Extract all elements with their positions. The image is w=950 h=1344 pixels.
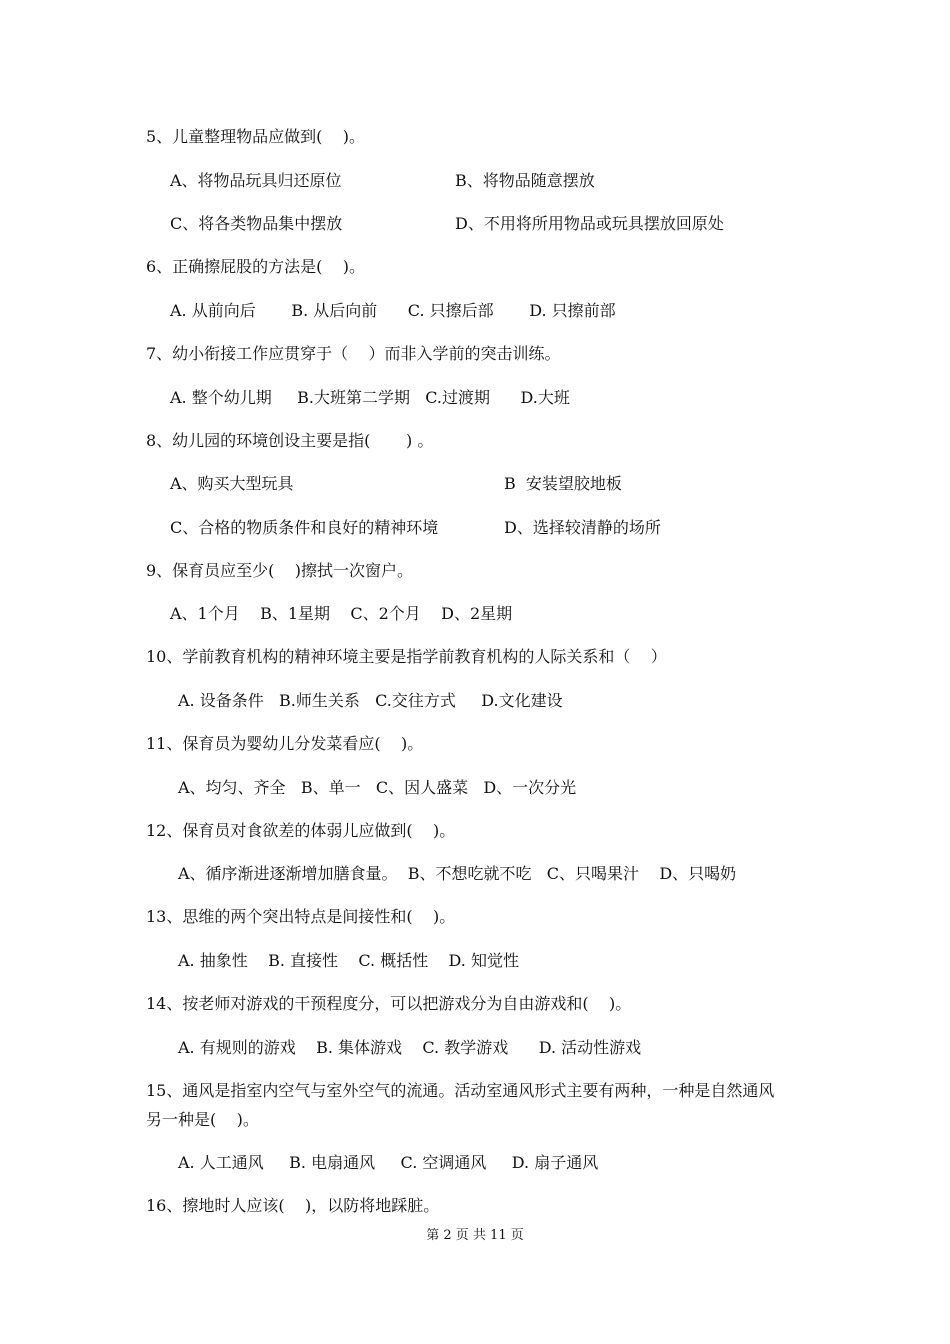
question-9-stem: 9、保育员应至少( )擦拭一次窗户。 bbox=[146, 561, 414, 580]
question-15-options: A. 人工通风 B. 电扇通风 C. 空调通风 D. 扇子通风 bbox=[178, 1153, 599, 1172]
question-16-stem: 16、擦地时人应该( )，以防将地踩脏。 bbox=[146, 1196, 440, 1215]
question-6-options: A. 从前向后 B. 从后向前 C. 只擦后部 D. 只擦前部 bbox=[170, 301, 616, 320]
question-10-stem: 10、学前教育机构的精神环境主要是指学前教育机构的人际关系和（ ） bbox=[146, 647, 667, 666]
page-footer: 第 2 页 共 11 页 bbox=[426, 1228, 524, 1243]
question-14-options: A. 有规则的游戏 B. 集体游戏 C. 教学游戏 D. 活动性游戏 bbox=[178, 1038, 642, 1057]
question-5-option-d: D、不用将所用物品或玩具摆放回原处 bbox=[455, 214, 724, 233]
question-8-option-a: A、购买大型玩具 bbox=[170, 474, 294, 493]
question-10-options: A. 设备条件 B.师生关系 C.交往方式 D.文化建设 bbox=[178, 691, 563, 710]
question-8-option-d: D、选择较清静的场所 bbox=[504, 518, 661, 537]
question-8-option-c: C、合格的物质条件和良好的精神环境 bbox=[170, 518, 439, 537]
question-5-option-b: B、将物品随意摆放 bbox=[455, 171, 595, 190]
question-6-stem: 6、正确擦屁股的方法是( )。 bbox=[146, 257, 366, 276]
question-5-option-a: A、将物品玩具归还原位 bbox=[170, 171, 342, 190]
question-13-stem: 13、思维的两个突出特点是间接性和( )。 bbox=[146, 907, 456, 926]
question-5-stem: 5、儿童整理物品应做到( )。 bbox=[146, 127, 366, 146]
question-5-option-c: C、将各类物品集中摆放 bbox=[170, 214, 343, 233]
question-13-options: A. 抽象性 B. 直接性 C. 概括性 D. 知觉性 bbox=[178, 951, 519, 970]
question-12-options: A、循序渐进逐渐增加膳食量。 B、不想吃就不吃 C、只喝果汁 D、只喝奶 bbox=[178, 864, 737, 883]
question-15-stem: 15、通风是指室内空气与室外空气的流通。活动室通风形式主要有两种，一种是自然通风 bbox=[146, 1081, 775, 1100]
question-7-options: A. 整个幼儿期 B.大班第二学期 C.过渡期 D.大班 bbox=[170, 388, 570, 407]
question-11-stem: 11、保育员为婴幼儿分发菜看应( )。 bbox=[146, 734, 424, 753]
question-12-stem: 12、保育员对食欲差的体弱儿应做到( )。 bbox=[146, 821, 456, 840]
question-14-stem: 14、按老师对游戏的干预程度分，可以把游戏分为自由游戏和( )。 bbox=[146, 994, 632, 1013]
question-8-option-b: B 安装望胶地板 bbox=[504, 474, 622, 493]
question-15-stem-continued: 另一种是( )。 bbox=[146, 1110, 259, 1129]
question-9-options: A、1个月 B、1星期 C、2个月 D、2星期 bbox=[170, 604, 513, 623]
question-7-stem: 7、幼小衔接工作应贯穿于（ ）而非入学前的突击训练。 bbox=[146, 344, 561, 363]
question-8-stem: 8、幼儿园的环境创设主要是指( ) 。 bbox=[146, 431, 434, 450]
question-11-options: A、均匀、齐全 B、单一 C、因人盛菜 D、一次分光 bbox=[178, 778, 577, 797]
